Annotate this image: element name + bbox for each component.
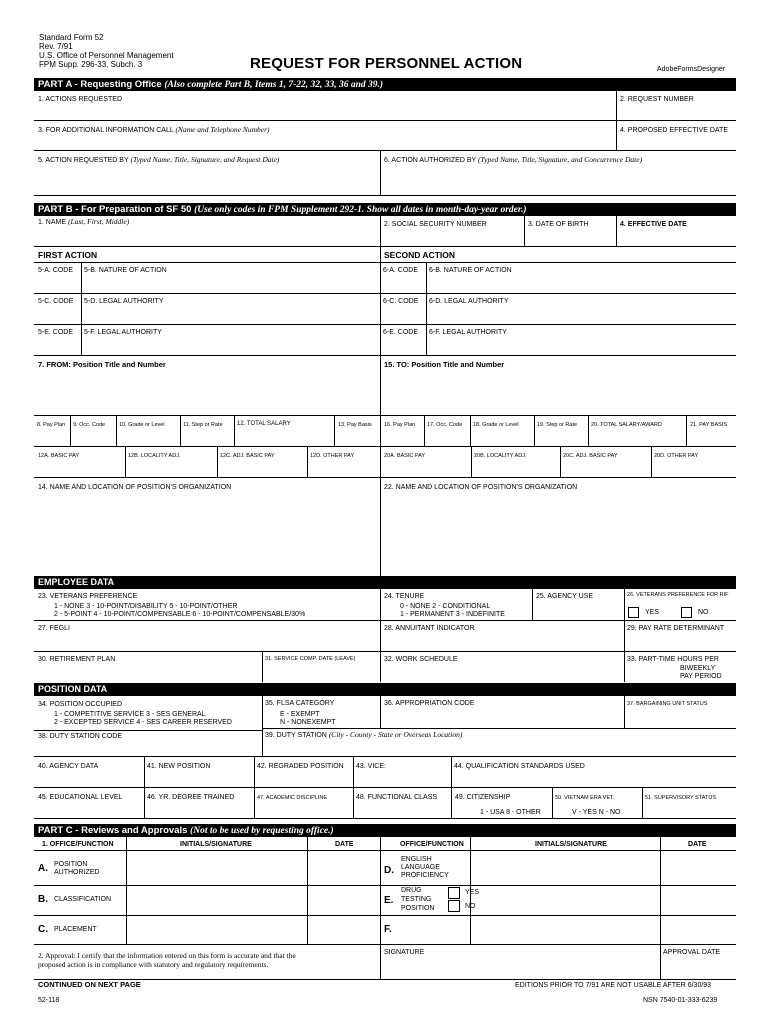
form-revision: Rev. 7/91 [39, 42, 73, 51]
field-8: 8. Pay Plan [37, 422, 66, 428]
drug-test-yes-label: YES [465, 889, 480, 896]
field-regraded-position: 42. REGRADED POSITION [257, 763, 344, 770]
field-19: 19. Step or Rate [537, 422, 578, 428]
tenure-options-1: 0 - NONE 2 - CONDITIONAL [400, 603, 491, 610]
field-date-of-birth: 3. DATE OF BIRTH [528, 221, 589, 228]
form-supplement: FPM Supp. 296-33, Subch. 3 [39, 60, 143, 69]
field-proposed-effective-date: 4. PROPOSED EFFECTIVE DATE [620, 127, 729, 134]
field-21: 21. PAY BASIS [690, 422, 727, 428]
field-veterans-rif: 26. VETERANS PREFERENCE FOR RIF [627, 592, 729, 598]
nsn-number: NSN 7540-01-333-6239 [643, 997, 718, 1004]
field-action-authorized-by: 6. ACTION AUTHORIZED BY (Typed Name, Title, Signature, and Concurrence Date) [384, 155, 643, 164]
field-6f: 6-F. LEGAL AUTHORITY [429, 329, 507, 336]
part-b-header: PART B - For Preparation of SF 50 (Use only codes in FPM Supplement 292-1. Show all dates in month-day-year order.) [34, 203, 736, 216]
row-d-label-2: LANGUAGE [401, 864, 440, 871]
veterans-options-2: 2 - 5-POINT 4 - 10-POINT/COMPENSABLE 6 - 10-POINT/COMPENSABLE/30% [54, 611, 306, 618]
field-agency-data: 40. AGENCY DATA [38, 763, 99, 770]
col-initials-signature-2: INITIALS/SIGNATURE [535, 841, 607, 848]
field-12c: 12C. ADJ. BASIC PAY [220, 453, 275, 459]
field-5e: 5-E. CODE [38, 329, 74, 336]
field-new-position: 41. NEW POSITION [147, 763, 211, 770]
page-title: REQUEST FOR PERSONNEL ACTION [250, 55, 523, 72]
field-flsa-category: 35. FLSA CATEGORY [265, 700, 335, 707]
field-5d: 5-D. LEGAL AUTHORITY [84, 298, 164, 305]
field-bargaining-unit: 37. BARGAINING UNIT STATUS [627, 701, 708, 707]
field-13: 13. Pay Basis [338, 422, 372, 428]
field-actions-requested: 1. ACTIONS REQUESTED [38, 96, 123, 103]
field-part-time-hours: 33. PART-TIME HOURS PER [627, 656, 719, 663]
field-degree-year: 46. YR. DEGREE TRAINED [147, 794, 235, 801]
field-service-comp-date: 31. SERVICE COMP. DATE (LEAVE) [265, 656, 356, 662]
row-e-letter: E. [384, 895, 394, 906]
form-identification [39, 33, 174, 69]
field-supervisory-status: 51. SUPERVISORY STATUS [645, 795, 717, 801]
field-citizenship: 49. CITIZENSHIP [455, 794, 511, 801]
field-20a: 20A. BASIC PAY [384, 453, 426, 459]
field-5f: 5-F. LEGAL AUTHORITY [84, 329, 162, 336]
field-academic-discipline: 47. ACADEMIC DISCIPLINE [257, 795, 327, 801]
row-e-label-1: DRUG [401, 887, 422, 894]
first-action-heading: FIRST ACTION [38, 250, 98, 260]
row-e-label-2: TESTING [401, 896, 432, 903]
field-18: 18. Grade or Level [473, 422, 519, 428]
field-duty-station: 39. DUTY STATION (City - County - State or Overseas Location) [265, 730, 463, 739]
row-a-label-1: POSITION [54, 861, 88, 868]
field-12a: 12A. BASIC PAY [38, 453, 80, 459]
row-a-label-2: AUTHORIZED [54, 869, 100, 876]
field-from-position: 7. FROM: Position Title and Number [38, 360, 166, 369]
field-vietnam-era-vet: 50. VIETNAM ERA VET. [555, 795, 615, 801]
row-a-letter: A. [38, 863, 48, 874]
part-a-header: PART A - Requesting Office (Also complete Part B, Items 1, 7-22, 32, 33, 36 and 39.) [34, 78, 736, 91]
field-10: 10. Grade or Level [119, 422, 165, 428]
field-22: 22. NAME AND LOCATION OF POSITION'S ORGANIZATION [384, 484, 578, 491]
designer-mark: AdobeFormsDesigner [657, 66, 726, 73]
field-agency-use: 25. AGENCY USE [536, 593, 594, 600]
field-signature: SIGNATURE [384, 949, 425, 956]
position-occupied-options-2: 2 - EXCEPTED SERVICE 4 - SES CAREER RESERVED [54, 719, 232, 726]
field-appropriation-code: 36. APPROPRIATION CODE [384, 700, 475, 707]
continued-notice: CONTINUED ON NEXT PAGE [38, 980, 141, 989]
field-qualification-standards: 44. QUALIFICATION STANDARDS USED [454, 763, 585, 770]
field-9: 9. Occ. Code [73, 422, 106, 428]
field-info-call: 3. FOR ADDITIONAL INFORMATION CALL (Name and Telephone Number) [38, 125, 270, 134]
field-effective-date: 4. EFFECTIVE DATE [620, 221, 687, 228]
field-16: 16. Pay Plan [384, 422, 416, 428]
field-name: 1. NAME (Last, First, Middle) [38, 217, 130, 226]
field-duty-station-code: 38. DUTY STATION CODE [38, 733, 123, 740]
row-b-label: CLASSIFICATION [54, 896, 112, 903]
drug-test-yes-checkbox[interactable] [448, 887, 460, 899]
field-veterans-preference: 23. VETERANS PREFERENCE [38, 593, 138, 600]
drug-test-no-label: NO [465, 903, 476, 910]
form-number: Standard Form 52 [39, 33, 104, 42]
employee-data-header: EMPLOYEE DATA [34, 576, 736, 589]
field-request-number: 2. REQUEST NUMBER [620, 96, 694, 103]
col-office-function-2: OFFICE/FUNCTION [400, 841, 464, 848]
field-6c: 6-C. CODE [383, 298, 419, 305]
field-position-occupied: 34. POSITION OCCUPIED [38, 701, 123, 708]
approval-statement-1: 2. Approval: I certify that the information entered on this form is accurate and that the [38, 951, 296, 960]
field-14: 14. NAME AND LOCATION OF POSITION'S ORGANIZATION [38, 484, 232, 491]
rif-yes-checkbox[interactable] [628, 607, 639, 618]
editions-notice: EDITIONS PRIOR TO 7/91 ARE NOT USABLE AFTER 6/30/93 [515, 982, 712, 989]
approval-statement-2: proposed action is in compliance with statutory and regulatory requirements. [38, 960, 269, 969]
field-12: 12. TOTAL SALARY [237, 421, 291, 427]
part-c-header: PART C - Reviews and Approvals (Not to be used by requesting office.) [34, 824, 736, 837]
field-12b: 12B. LOCALITY ADJ. [128, 453, 181, 459]
row-c-letter: C. [38, 924, 48, 935]
row-d-label-3: PROFICIENCY [401, 872, 449, 879]
field-annuitant: 28. ANNUITANT INDICATOR [384, 625, 475, 632]
field-20c: 20C. ADJ. BASIC PAY [563, 453, 618, 459]
field-20d: 20D. OTHER PAY [654, 453, 699, 459]
field-5a: 5-A. CODE [38, 267, 74, 274]
second-action-heading: SECOND ACTION [384, 250, 455, 260]
row-f-letter: F. [384, 924, 392, 935]
field-20: 20. TOTAL SALARY/AWARD [591, 422, 662, 428]
field-to-position: 15. TO: Position Title and Number [384, 360, 505, 369]
part-time-pay-period: PAY PERIOD [680, 673, 722, 680]
tenure-options-2: 1 - PERMANENT 3 - INDEFINITE [400, 611, 505, 618]
field-functional-class: 48. FUNCTIONAL CLASS [356, 794, 438, 801]
field-retirement-plan: 30. RETIREMENT PLAN [38, 656, 116, 663]
field-5b: 5-B. NATURE OF ACTION [84, 267, 167, 274]
field-17: 17. Occ. Code [427, 422, 463, 428]
col-date-2: DATE [688, 841, 707, 848]
vietnam-options: V - YES N - NO [572, 809, 621, 816]
field-work-schedule: 32. WORK SCHEDULE [384, 656, 458, 663]
row-d-label-1: ENGLISH [401, 856, 432, 863]
field-6b: 6-B. NATURE OF ACTION [429, 267, 512, 274]
col-initials-signature: INITIALS/SIGNATURE [180, 841, 252, 848]
field-5c: 5-C. CODE [38, 298, 74, 305]
row-c-label: PLACEMENT [54, 926, 97, 933]
form-agency: U.S. Office of Personnel Management [39, 51, 174, 60]
row-b-letter: B. [38, 894, 48, 905]
field-ssn: 2. SOCIAL SECURITY NUMBER [384, 221, 487, 228]
flsa-nonexempt: N - NONEXEMPT [280, 719, 336, 726]
form-code: 52-118 [38, 997, 60, 1004]
field-20b: 20B. LOCALITY ADJ. [474, 453, 527, 459]
position-data-header: POSITION DATA [34, 683, 736, 696]
field-educational-level: 45. EDUCATIONAL LEVEL [38, 794, 123, 801]
field-6a: 6-A. CODE [383, 267, 419, 274]
part-time-biweekly: BIWEEKLY [680, 665, 716, 672]
position-occupied-options-1: 1 - COMPETITIVE SERVICE 3 - SES GENERAL [54, 711, 206, 718]
field-tenure: 24. TENURE [384, 593, 425, 600]
drug-test-no-checkbox[interactable] [448, 900, 460, 912]
row-d-letter: D. [384, 865, 394, 876]
field-pay-rate-determinant: 29. PAY RATE DETERMINANT [627, 625, 725, 632]
rif-no-label: NO [698, 609, 709, 616]
rif-no-checkbox[interactable] [681, 607, 692, 618]
citizenship-options: 1 - USA 8 - OTHER [480, 809, 541, 816]
rif-yes-label: YES [645, 609, 660, 616]
field-6d: 6-D. LEGAL AUTHORITY [429, 298, 509, 305]
field-vice: 43. VICE: [356, 763, 386, 770]
col-date: DATE [335, 841, 354, 848]
field-11: 11. Step or Rate [183, 422, 223, 428]
row-e-label-3: POSITION [401, 905, 435, 912]
flsa-exempt: E - EXEMPT [280, 711, 320, 718]
veterans-options-1: 1 - NONE 3 - 10-POINT/DISABILITY 5 - 10-POINT/OTHER [54, 603, 238, 610]
field-fegli: 27. FEGLI [38, 625, 70, 632]
field-action-requested-by: 5. ACTION REQUESTED BY (Typed Name, Title, Signature, and Request Date) [38, 155, 280, 164]
field-approval-date: APPROVAL DATE [663, 949, 721, 956]
field-12d: 12D. OTHER PAY [310, 453, 355, 459]
field-6e: 6-E. CODE [383, 329, 419, 336]
col-office-function: 1. OFFICE/FUNCTION [42, 841, 114, 848]
